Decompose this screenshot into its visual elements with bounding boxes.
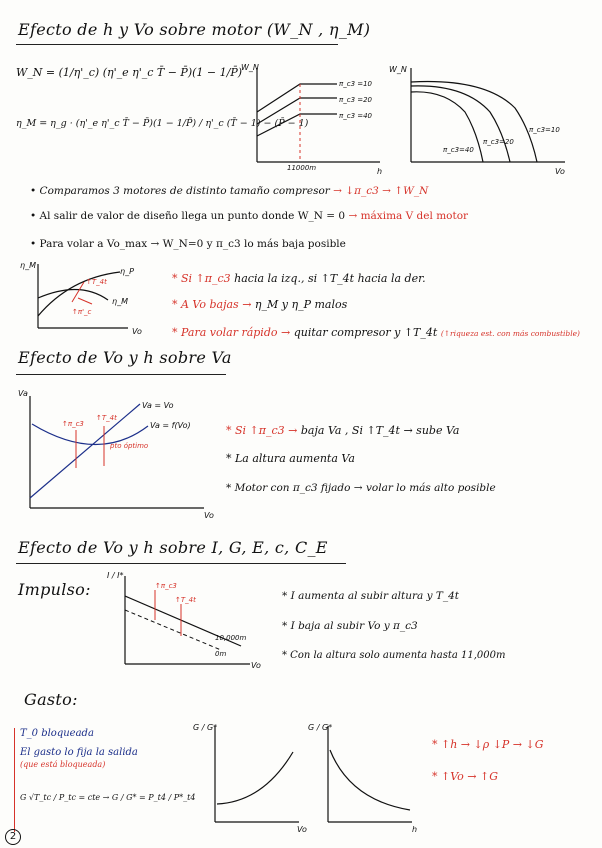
gasto-vs-vo-graph bbox=[193, 720, 307, 834]
gasto-heading: Gasto: bbox=[24, 690, 78, 709]
note-2 bbox=[172, 298, 347, 311]
equation-eta-m: η_M = η_g · (η'_e η'_c T̄ − P̄)(1 − 1/P̄) / η'_c (T̄ − 1) − (P̄ − 1) bbox=[16, 118, 309, 129]
note-3a: * Para volar rápido → bbox=[172, 326, 291, 339]
gva-curve1: Va = Vo bbox=[142, 401, 174, 410]
gva-annot1: ↑π_c3 bbox=[62, 420, 84, 428]
gasto-line-3: (que está bloqueada) bbox=[20, 760, 106, 769]
bullet-1 bbox=[30, 185, 428, 197]
note-1b: hacia la izq., si ↑T_4t hacia la der. bbox=[234, 272, 426, 285]
impulso-heading: Impulso: bbox=[18, 580, 91, 599]
va-note-1 bbox=[226, 424, 459, 437]
gg1-xlabel: Vo bbox=[297, 825, 307, 834]
gi-xlabel: Vo bbox=[251, 661, 261, 670]
va-note-3b: volar lo más alto posible bbox=[365, 482, 496, 494]
eta-vs-vo-graph bbox=[20, 258, 160, 338]
gg2-xlabel: h bbox=[412, 825, 418, 834]
gasto-line-4: G √T_tc / P_tc = cte → G / G* = P_t4 / P*_t4 bbox=[20, 793, 196, 802]
gasto-note-2: * ↑Vo → ↑G bbox=[432, 770, 498, 783]
note-3b: quitar compresor y ↑T_4t bbox=[293, 326, 438, 339]
note-2b: η_M y η_P malos bbox=[254, 298, 348, 311]
note-3 bbox=[172, 326, 580, 339]
va-vs-vo-graph bbox=[18, 390, 228, 520]
g1-xtick: 11000m bbox=[287, 164, 317, 172]
va-note-3 bbox=[226, 482, 496, 494]
gasto-vs-h-graph bbox=[308, 720, 418, 834]
note-2a: * A Vo bajas → bbox=[172, 298, 252, 311]
gva-annot2: ↑T_4t bbox=[96, 414, 117, 422]
va-note-3a: * Motor con π_c3 fijado → bbox=[226, 482, 363, 494]
g3-ylabel: η_M bbox=[20, 261, 36, 270]
g1-curve2: π_c3 =20 bbox=[339, 96, 373, 104]
g3-curve1: η_P bbox=[120, 267, 134, 276]
g1-xlabel: h bbox=[377, 167, 383, 176]
gi-ylabel: I / I* bbox=[107, 571, 124, 580]
note-1 bbox=[172, 272, 426, 285]
g1-curve3: π_c3 =40 bbox=[339, 112, 373, 120]
gva-xlabel: Vo bbox=[204, 511, 214, 520]
g2-curve2: π_c3=20 bbox=[483, 138, 514, 146]
note-3c: (↑riqueza est. con más combustible) bbox=[440, 329, 580, 338]
gg1-ylabel: G / G* bbox=[193, 723, 218, 732]
section1-underline bbox=[16, 44, 338, 45]
bullet-2 bbox=[30, 210, 468, 222]
gva-annot3: pto óptimo bbox=[110, 442, 149, 450]
impulse-note-2: * I baja al subir Vo y π_c3 bbox=[282, 620, 418, 632]
section3-underline bbox=[16, 563, 346, 564]
bullet-1-result: → ↓π_c3 → ↑W_N bbox=[333, 185, 429, 197]
gva-curve2: Va = f(Vo) bbox=[150, 421, 191, 430]
va-note-2: * La altura aumenta Va bbox=[226, 452, 355, 465]
gi-annot2: ↑T_4t bbox=[175, 596, 196, 604]
va-note-1a: * Si ↑π_c3 → bbox=[226, 424, 298, 437]
bullet-2-text: • Al salir de valor de diseño llega un punto donde W_N = 0 bbox=[30, 210, 346, 222]
gi-curve1: 10,000m bbox=[215, 634, 247, 642]
g2-curve3: π_c3=10 bbox=[529, 126, 560, 134]
page-number: 2 bbox=[5, 829, 21, 845]
equation-wn: W_N = (1/η'_c) (η'_e η'_c T̄ − P̄)(1 − 1/P̄) bbox=[16, 66, 243, 79]
bullet-2-result: → máxima V del motor bbox=[348, 210, 469, 222]
wn-vs-vo-graph bbox=[389, 62, 570, 176]
gi-curve2: 0m bbox=[215, 650, 227, 658]
section1-title: Efecto de h y Vo sobre motor (W_N , η_M) bbox=[18, 20, 371, 39]
g1-curve1: π_c3 =10 bbox=[339, 80, 373, 88]
section3-title: Efecto de Vo y h sobre I, G, E, c, C_E bbox=[18, 538, 328, 557]
g2-xlabel: Vo bbox=[555, 167, 565, 176]
gasto-line-2: El gasto lo fija la salida bbox=[20, 747, 138, 758]
gasto-line-1: T_0 bloqueada bbox=[20, 728, 94, 739]
impulse-note-1: * I aumenta al subir altura y T_4t bbox=[282, 590, 460, 602]
bullet-3: • Para volar a Vo_max → W_N=0 y π_c3 lo más baja posible bbox=[30, 238, 346, 250]
g2-ylabel: W_N bbox=[389, 65, 407, 74]
g2-curve1: π_c3=40 bbox=[443, 146, 474, 154]
va-note-1c: sube Va bbox=[416, 424, 460, 437]
gg2-ylabel: G / G* bbox=[308, 723, 333, 732]
g3-annot1: ↑T_4t bbox=[86, 278, 107, 286]
section2-underline bbox=[16, 374, 226, 375]
gva-ylabel: Va bbox=[18, 389, 28, 398]
bullet-1-text: • Comparamos 3 motores de distinto tamaño compresor bbox=[30, 185, 330, 197]
g3-annot2: ↑π'_c bbox=[72, 308, 92, 316]
g3-xlabel: Vo bbox=[132, 327, 142, 336]
gi-annot1: ↑π_c3 bbox=[155, 582, 177, 590]
impulse-graph bbox=[105, 570, 261, 670]
gasto-notes bbox=[14, 728, 196, 832]
impulse-note-3: * Con la altura solo aumenta hasta 11,000m bbox=[282, 650, 506, 661]
note-1a: * Si ↑π_c3 bbox=[172, 272, 231, 285]
section2-title: Efecto de Vo y h sobre Va bbox=[18, 348, 232, 367]
g3-curve2: η_M bbox=[112, 297, 128, 306]
g1-ylabel: W_N bbox=[241, 63, 259, 72]
va-note-1b: baja Va , Si ↑T_4t → bbox=[300, 424, 413, 437]
wn-vs-h-graph bbox=[241, 62, 395, 176]
gasto-note-1: * ↑h → ↓ρ ↓P → ↓G bbox=[432, 738, 544, 751]
